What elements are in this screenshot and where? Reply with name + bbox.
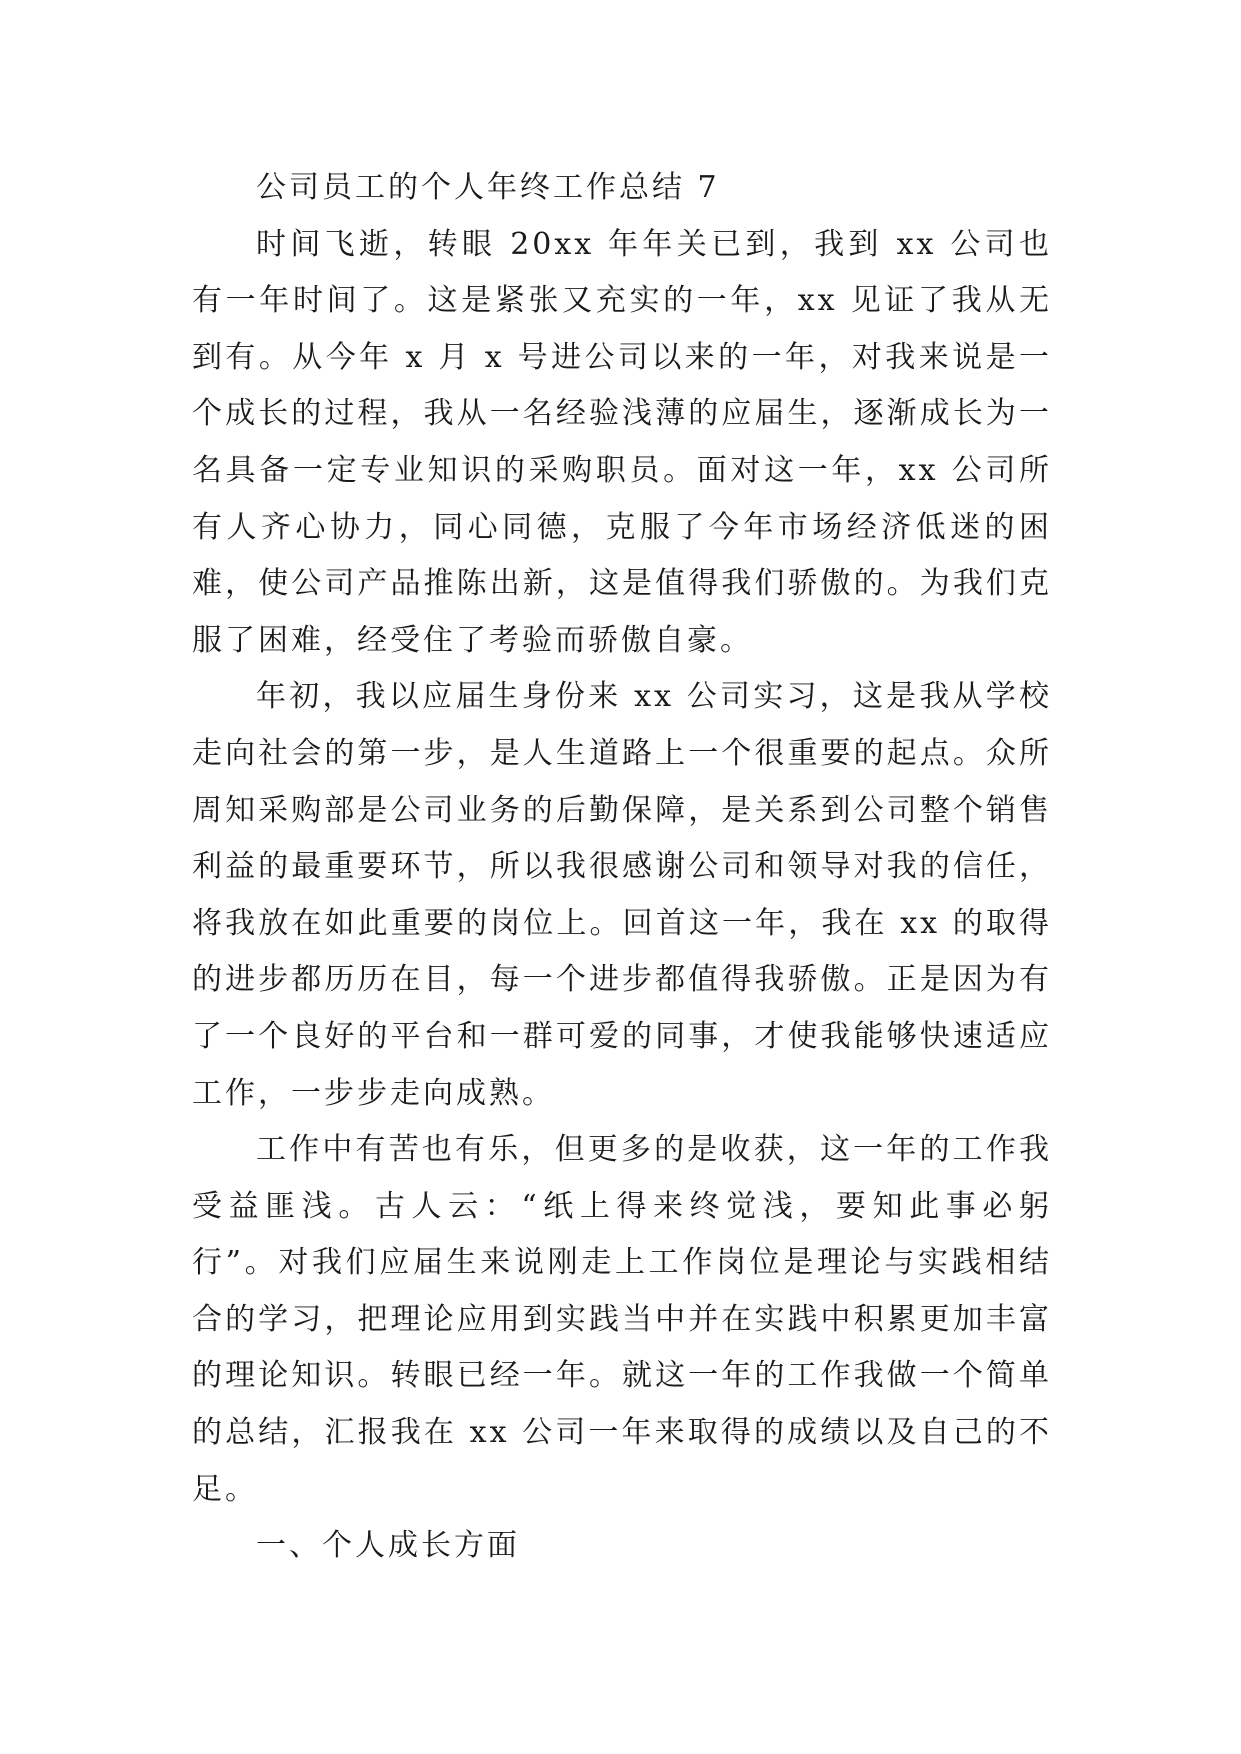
- paragraph-1: 时间飞逝，转眼 20xx 年年关已到，我到 xx 公司也有一年时间了。这是紧张又充实的一年，xx 见证了我从无到有。从今年 x 月 x 号进公司以来的一年，对我来说是一个成长的过程，我从一名经验浅薄的应届生，逐渐成长为一名具备一定专业知识的采购职员。面对这一年，xx 公司所有人齐心协力，同心同德，克服了今年市场经济低迷的困难，使公司产品推陈出新，这是值得我们骄傲的。为我们克服了困难，经受住了考验而骄傲自豪。: [192, 226, 1052, 658]
- paragraph-2: 年初，我以应届生身份来 xx 公司实习，这是我从学校走向社会的第一步，是人生道路上一个很重要的起点。众所周知采购部是公司业务的后勤保障，是关系到公司整个销售利益的最重要环节，所以我很感谢公司和领导对我的信任，将我放在如此重要的岗位上。回首这一年，我在 xx 的取得的进步都历历在目，每一个进步都值得我骄傲。正是因为有了一个良好的平台和一群可爱的同事，才使我能够快速适应工作，一步步走向成熟。: [192, 679, 1052, 1111]
- document-title: 公司员工的个人年终工作总结 7: [256, 170, 720, 205]
- document-body: [192, 160, 1052, 1575]
- paragraph-3: 工作中有苦也有乐，但更多的是收获，这一年的工作我受益匪浅。古人云：“纸上得来终觉浅，要知此事必躬行”。对我们应届生来说刚走上工作岗位是理论与实践相结合的学习，把理论应用到实践当中并在实践中积累更加丰富的理论知识。转眼已经一年。就这一年的工作我做一个简单的总结，汇报我在 xx 公司一年来取得的成绩以及自己的不足。: [192, 1132, 1052, 1507]
- section-heading: 一、个人成长方面: [256, 1528, 520, 1564]
